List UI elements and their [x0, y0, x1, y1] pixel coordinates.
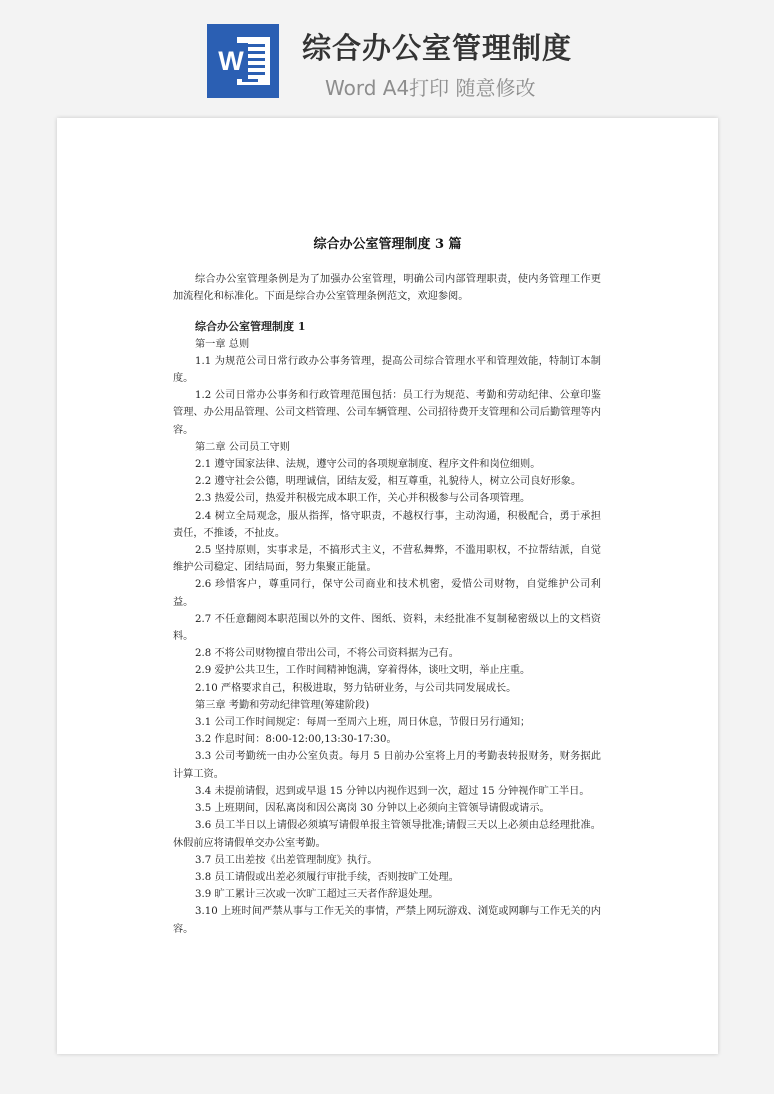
- clause-paragraph: 2.10 严格要求自己，积极进取，努力钻研业务，与公司共同发展成长。: [195, 682, 517, 694]
- clause-paragraph: 2.6 珍惜客户，尊重同行，保守公司商业和技术机密，爱惜公司财物，自觉维护公司利益。: [173, 579, 601, 608]
- clause-paragraph: 3.5 上班期间，因私离岗和因公离岗 30 分钟以上必须向主管领导请假或请示。: [195, 803, 550, 815]
- header-subtitle: Word A4打印 随意修改: [325, 76, 536, 100]
- document-title: 综合办公室管理制度 3 篇: [313, 237, 462, 252]
- clause-paragraph: 3.4 未提前请假，迟到或早退 15 分钟以内视作迟到一次，超过 15 分钟视作旷工半日。: [195, 785, 590, 797]
- page-header: [0, 0, 774, 112]
- clause-paragraph: 2.2 遵守社会公德，明理诚信，团结友爱，相互尊重，礼貌待人，树立公司良好形象。: [195, 476, 582, 488]
- chapter-heading: 第二章 公司员工守则: [195, 441, 290, 453]
- document-body: [173, 271, 601, 938]
- clause-paragraph: 2.9 爱护公共卫生，工作时间精神饱满，穿着得体，谈吐文明，举止庄重。: [195, 665, 531, 677]
- clause-paragraph: 3.10 上班时间严禁从事与工作无关的事情，严禁上网玩游戏、浏览或网聊与工作无关的内容。: [173, 906, 601, 935]
- intro-paragraph: 综合办公室管理条例是为了加强办公室管理，明确公司内部管理职责，使内务管理工作更加流程化和标准化。下面是综合办公室管理条例范文，欢迎参阅。: [173, 274, 601, 303]
- clause-paragraph: 3.7 员工出差按《出差管理制度》执行。: [195, 854, 378, 866]
- clause-paragraph: 3.2 作息时间：8:00-12:00,13:30-17:30。: [195, 734, 397, 746]
- clause-paragraph: 2.1 遵守国家法律、法规，遵守公司的各项规章制度、程序文件和岗位细则。: [195, 459, 541, 471]
- clause-paragraph: 2.8 不将公司财物擅自带出公司，不将公司资料据为己有。: [195, 648, 459, 660]
- word-logo-icon: [207, 24, 279, 98]
- clause-paragraph: 3.3 公司考勤统一由办公室负责。每月 5 日前办公室将上月的考勤表转报财务，财务据此计算工资。: [173, 751, 601, 780]
- clause-paragraph: 3.9 旷工累计三次或一次旷工超过三天者作辞退处理。: [195, 889, 439, 901]
- clause-paragraph: 2.5 坚持原则，实事求是，不搞形式主义，不营私舞弊，不滥用职权，不拉帮结派，自觉维护公司稳定、团结局面，努力集聚正能量。: [173, 545, 601, 574]
- clause-paragraph: 2.3 热爱公司，热爱并积极完成本职工作，关心并积极参与公司各项管理。: [195, 493, 531, 505]
- clause-paragraph: 2.7 不任意翻阅本职范围以外的文件、图纸、资料，未经批准不复制秘密级以上的文档资料。: [173, 613, 601, 643]
- clause-paragraph: 3.6 员工半日以上请假必须填写请假单报主管领导批准;请假三天以上必须由总经理批准。休假前应将请假单交办公室考勤。: [173, 820, 601, 849]
- header-title: 综合办公室管理制度: [302, 31, 573, 65]
- document-page: [57, 118, 718, 1054]
- clause-paragraph: 3.8 员工请假或出差必须履行审批手续，否则按旷工处理。: [195, 871, 459, 883]
- section-heading: 综合办公室管理制度 1: [195, 320, 306, 334]
- chapter-heading: 第三章 考勤和劳动纪律管理(筹建阶段): [195, 699, 370, 711]
- word-logo-letter: W: [218, 46, 244, 76]
- clause-paragraph: 3.1 公司工作时间规定：每周一至周六上班，周日休息，节假日另行通知；: [195, 717, 531, 729]
- clause-paragraph: 2.4 树立全局观念，服从指挥，恪守职责，不越权行事，主动沟通，积极配合，勇于承担责任，不推诿，不扯皮。: [173, 510, 601, 539]
- clause-paragraph: 1.2 公司日常办公事务和行政管理范围包括：员工行为规范、考勤和劳动纪律、公章印鉴管理、办公用品管理、公司文档管理、公司车辆管理、公司招待费开支管理和公司后勤管理等内容。: [173, 390, 601, 436]
- clause-paragraph: 1.1 为规范公司日常行政办公事务管理，提高公司综合管理水平和管理效能，特制订本制度。: [173, 355, 601, 385]
- chapter-heading: 第一章 总则: [195, 338, 250, 350]
